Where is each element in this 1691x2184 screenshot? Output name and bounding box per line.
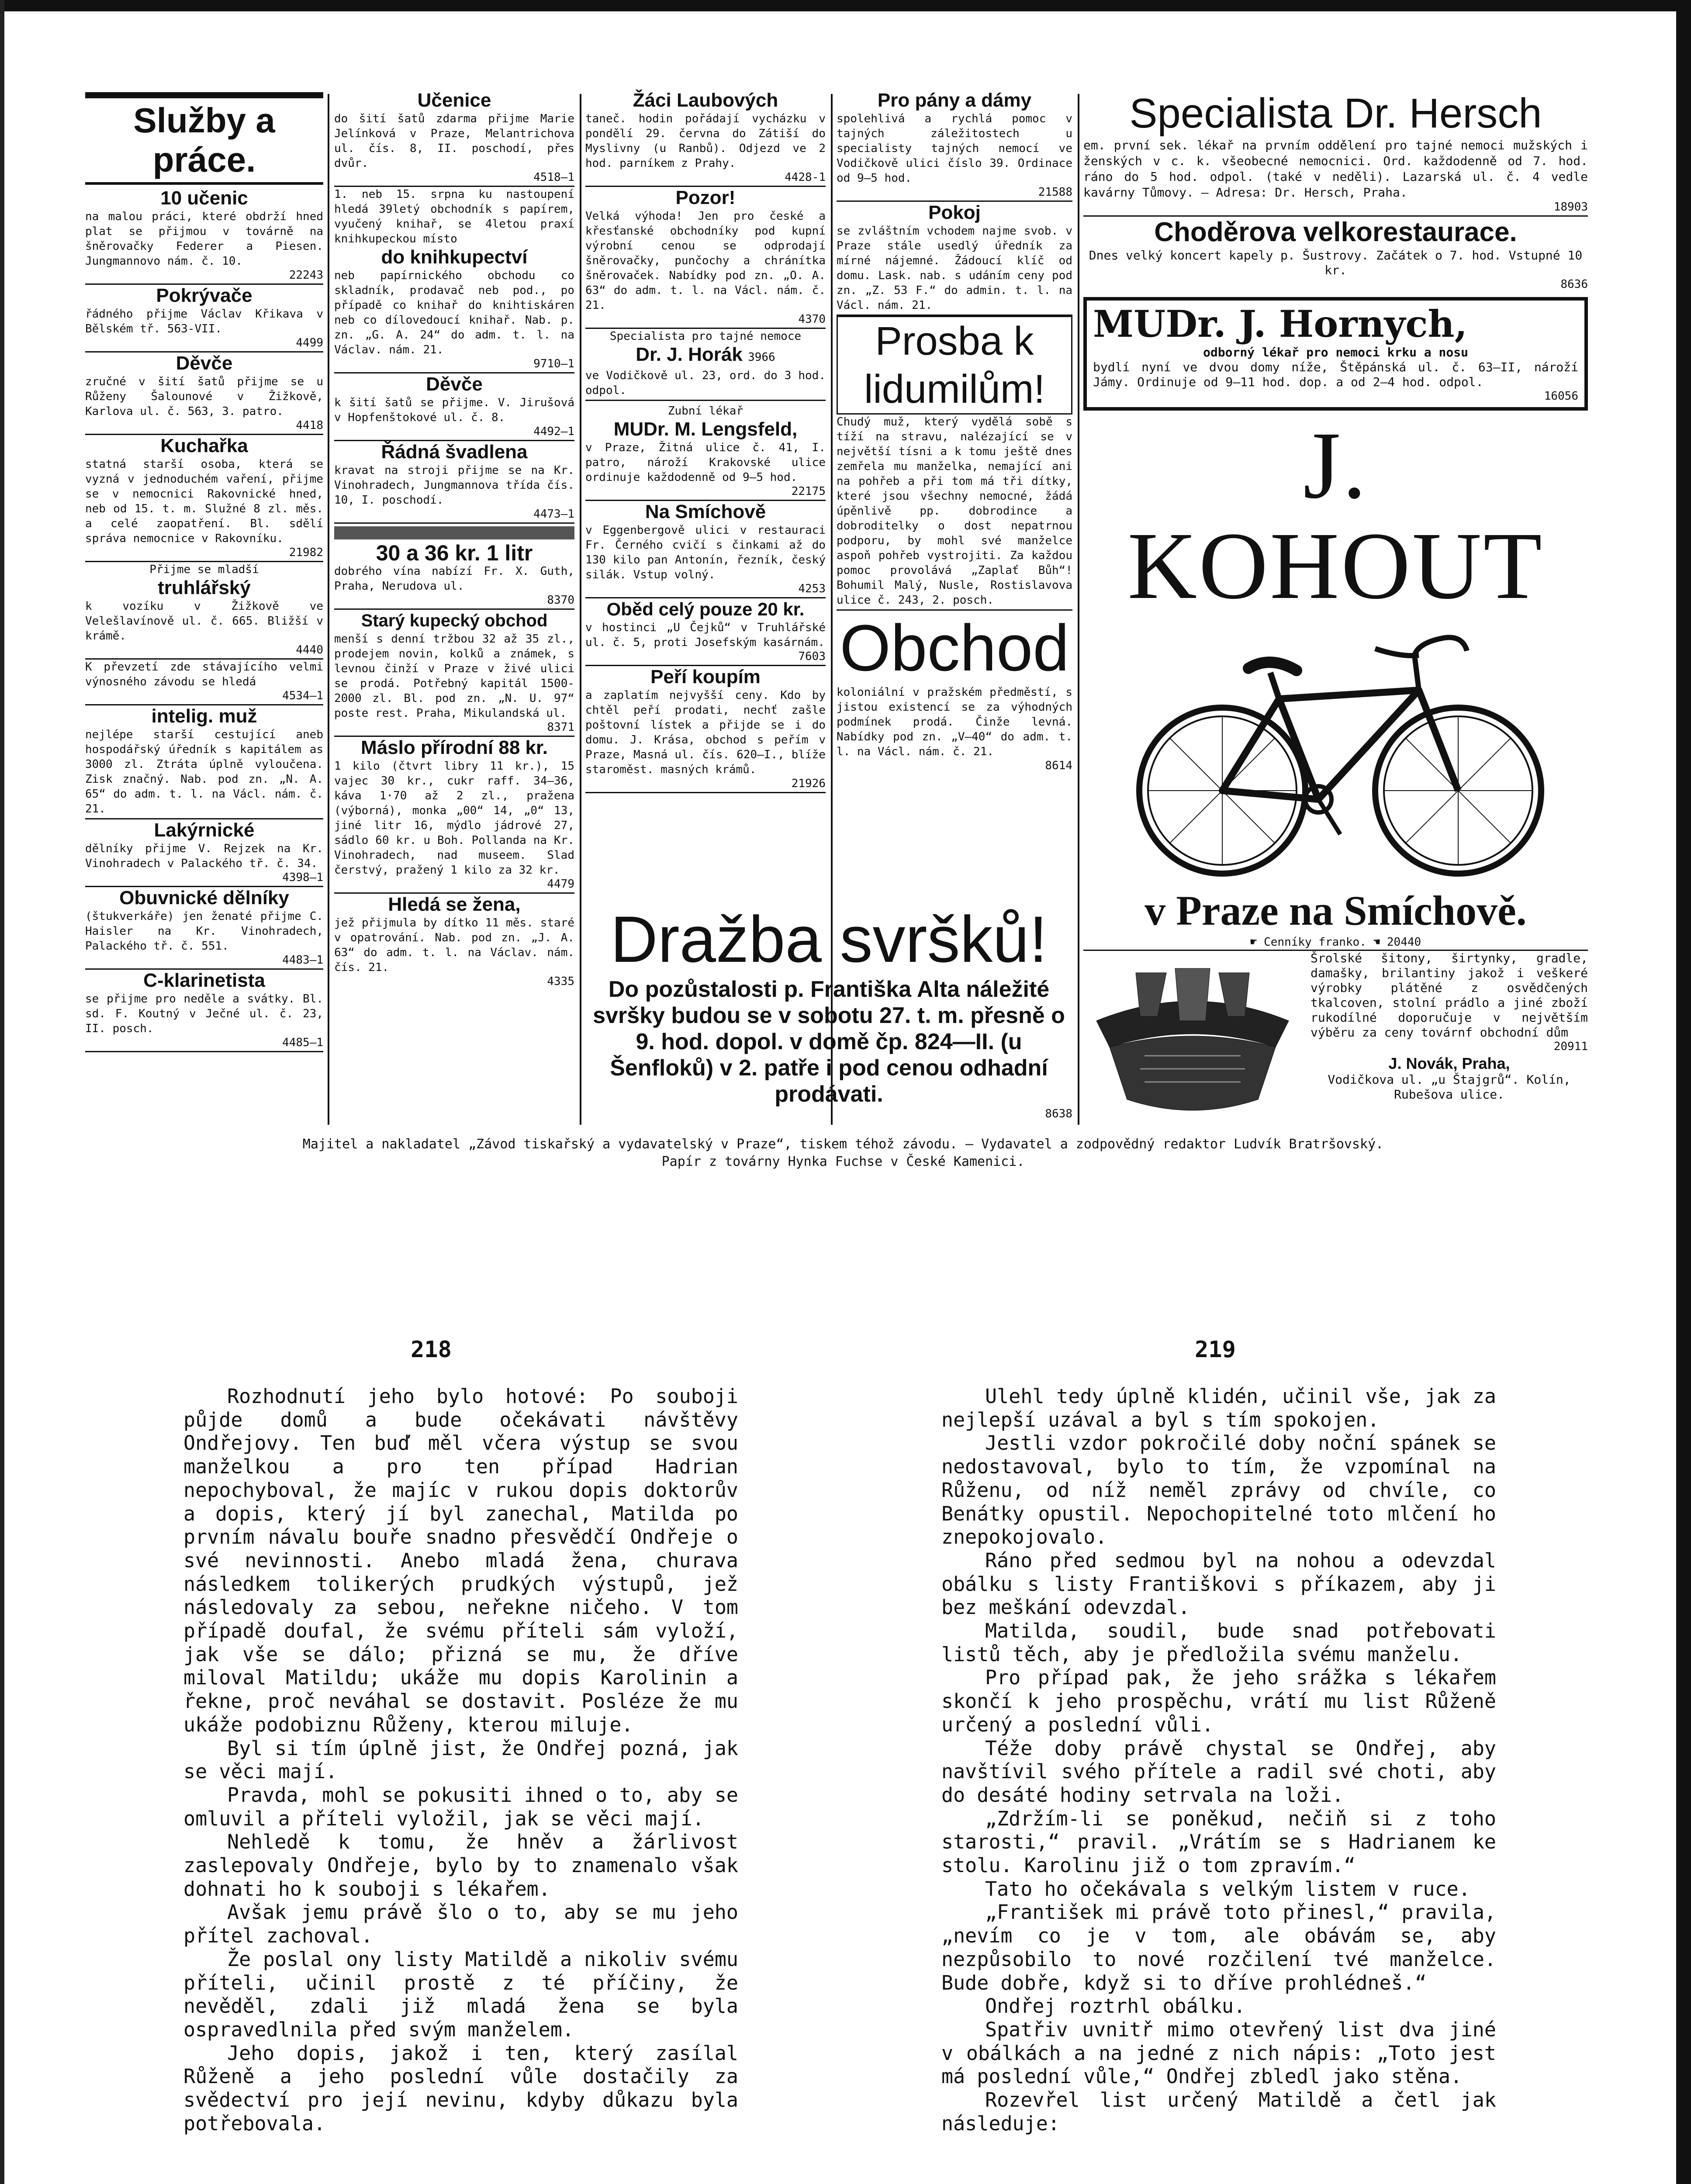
ad-text: kravat na stroji přijme se na Kr. Vinohradech, Jungmannova třída čís. 10, I. poschodí. — [334, 464, 574, 507]
ad-headline: Peří koupím — [650, 666, 761, 688]
classified-ad — [837, 90, 1072, 202]
ad-text: řádného přijme Václav Křikava v Bělském tř. 563-VII. — [85, 308, 323, 335]
classified-ad — [85, 705, 323, 819]
classified-ad — [85, 435, 323, 562]
ad-number: 4398—1 — [85, 871, 323, 887]
classified-ad — [334, 441, 574, 524]
scan-border-left — [0, 0, 4, 2184]
ad-headline: Děvče — [176, 352, 233, 374]
ad-headline: MUDr. J. Hornych, — [1093, 302, 1467, 346]
ad-text: (štukverkáře) jen ženaté přijme C. Haisler na Kr. Vinohradech, Palackého tř. č. 551. — [85, 910, 323, 953]
scan-border-top — [0, 0, 1691, 11]
novak-text-block — [1311, 951, 1588, 1102]
ad-pretext: Přijme se mladší — [149, 563, 259, 576]
ad-number: 22243 — [85, 269, 323, 285]
ad-number: 8614 — [1045, 759, 1072, 772]
ad-subtitle: odborný lékař pro nemoci krku a nosu — [1203, 345, 1468, 359]
ad-headline: Pokoj — [928, 202, 981, 223]
classified-ad — [585, 329, 826, 401]
imprint-line: Majitel a nakladatel „Závod tiskařský a vydavatelský v Praze“, tiskem téhož závodu. — Vydavatel a zodpovědný redaktor Ludvík Bratršovský. — [302, 1137, 1384, 1152]
paragraph: Avšak jemu právě šlo o to, aby se mu jeho přítel zachoval. — [183, 1901, 738, 1948]
ad-headline: Starý kupecký obchod — [361, 611, 548, 630]
ads-column-4 — [837, 90, 1072, 898]
ad-headline: Řádná švadlena — [381, 441, 528, 463]
paragraph: Jeho dopis, jakož i ten, který zasílal Růženě a jeho poslední vůle dostačily za svědectví pro její nevinu, kdyby důkazu byla potřebovala. — [183, 2041, 738, 2135]
classified-ad — [837, 202, 1072, 316]
ad-number: 4518—1 — [334, 171, 574, 187]
paragraph: Spatřiv uvnitř mimo otevřený list dva jiné v obálkách a na jedné z nich nápis: „Toto jest má poslední vůle,“ Ondřej zbledl jako stěna. — [941, 2018, 1496, 2088]
classified-ad — [85, 660, 323, 705]
ads-column-2 — [334, 90, 574, 1129]
ad-text: jež přijmula by dítko 11 měs. staré v opatrování. Nab. pod zn. „J. A. 63“ do adm. t. l. na Václav. nám. čís. 21. — [334, 916, 574, 974]
ad-number: 8371 — [334, 721, 574, 737]
novak-ad — [1083, 951, 1588, 1129]
ad-text: bydlí nyní ve dvou domy níže, Štěpánská ul. č. 63—II, nároží Jámy. Ordinuje od 9—11 hod. dop. a od 2—4 hod. odpol. — [1093, 360, 1578, 389]
ad-headline: Děvče — [426, 373, 483, 395]
ad-text: v Praze, Žitná ulice č. 41, I. patro, nároží Krakovské ulice ordinuje každodenně od 9—5 hod. — [585, 441, 826, 484]
ad-pretext: Specialista pro tajné nemoce — [609, 330, 802, 343]
ad-number: 3966 — [748, 351, 775, 364]
ad-pretext: Zubní lékař — [667, 404, 743, 418]
paragraph: Tato ho očekávala s velkým listem v ruce. — [985, 1877, 1470, 1901]
novel-page-right — [941, 1385, 1496, 2136]
hornych-ad — [1083, 297, 1588, 411]
ad-headline: truhlářský — [158, 577, 251, 598]
ad-text: K převzetí zde stávajícího velmi výnosného závodu se hledá — [85, 660, 323, 688]
price-list-label: Cenníky franko. — [1264, 936, 1366, 949]
classified-ad — [334, 542, 574, 610]
ad-headline: Oběd celý pouze 20 kr. — [606, 599, 805, 619]
rule — [85, 182, 323, 185]
paragraph: Jestli vzdor pokročilé doby noční spánek se nedostavoval, bylo to tím, že vzpomínal na Růženu, od níž neměl zprávy od chvíle, co Benátky opustil. Nepochopitelné toto mlčení ho znepokojovalo. — [941, 1431, 1496, 1549]
ad-headline: do knihkupectví — [381, 246, 528, 268]
ad-number: 21588 — [837, 186, 1072, 202]
ad-number: 4499 — [85, 336, 323, 352]
ad-headline: Žáci Laubových — [633, 90, 778, 111]
ad-headline: Lakýrnické — [154, 819, 255, 841]
ad-headline — [585, 344, 826, 368]
ad-headline: J. Novák, Praha, — [1388, 1054, 1510, 1072]
ad-text: do šití šatů zdarma přijme Marie Jelínková v Praze, Melantrichova ul. čís. 8, II. poschodí, přes dvůr. — [334, 112, 574, 170]
ad-number: 4534—1 — [85, 689, 323, 705]
ad-text: Dnes velký koncert kapely p. Šustrovy. Začátek o 7. hod. Vstupné 10 kr. — [1089, 248, 1583, 277]
linen-illustration — [1083, 955, 1302, 1129]
ad-number: 4253 — [585, 582, 826, 598]
ad-text: spolehlivá a rychlá pomoc v tajných záležitostech u specialisty tajných nemocí ve Vodičkově ulici číslo 39. Ordinace od 9—5 hod. — [837, 112, 1072, 185]
ad-number: 20440 — [1387, 936, 1421, 949]
ad-headline: C-klarinetista — [143, 970, 265, 991]
ad-number: 4440 — [85, 643, 323, 660]
bicycle-illustration — [1113, 616, 1559, 887]
ad-text: Šrolské šitony, širtynky, gradle, damašky, brilantiny jakož i veškeré výrobky plátěné z osvědčených tkalcoven, stolní prádlo a jiné zboží rukodílné doporučuje v největším výběru za ceny továrnf obchodní dům — [1311, 951, 1588, 1040]
classified-ad — [334, 90, 574, 187]
ad-headline: Pro pány a dámy — [877, 90, 1032, 111]
ad-text: se zvláštním vchodem najme svob. v Praze stále usedlý úředník za mírné nájemné. Žádoucí klíč od domu. Lask. nab. s udáním ceny pod zn. „Z. 53 F.“ do admin. t. l. na Václ. nám. 21. — [837, 224, 1072, 316]
paragraph: Nehledě k tomu, že hněv a žárlivost zaslepovaly Ondřeje, bylo by to znamenalo však dohnati ho k souboji s lékařem. — [183, 1830, 738, 1901]
ad-headline: Obchod — [840, 611, 1069, 684]
ad-number: 4335 — [547, 975, 574, 988]
ad-text: zručné v šití šatů přijme se u Růženy Šalounové v Žižkově, Karlova ul. č. 563, 3. patro. — [85, 375, 323, 418]
ad-number: 4479 — [334, 878, 574, 894]
imprint-line: Papír z továrny Hynka Fuchse v České Kamenici. — [661, 1154, 1025, 1169]
auction-ad — [585, 902, 1072, 1129]
classified-ad — [334, 373, 574, 441]
ad-number: 22175 — [585, 485, 826, 501]
ad-headline: Choděrova velkorestaurace. — [1154, 217, 1517, 247]
paragraph: „František mi právě toto přinesl,“ pravila, „nevím co je v tom, ale obávám se, aby nezpůsobilo to nové rozčilení tvé manželce. Bude dobře, když si to dříve prohlédneš.“ — [941, 1901, 1496, 1994]
ad-number: 7603 — [585, 650, 826, 666]
classified-ad — [585, 187, 826, 329]
ad-number: 18903 — [1083, 200, 1588, 217]
ad-text: v Eggenbergově ulici v restauraci Fr. Černého cvičí s činkami až do 130 kilo pan Antonín, řezník, český silák. Vstup volný. — [585, 524, 826, 581]
ad-text: se přijme pro neděle a svátky. Bl. sd. F. Koutný v Ječné ul. č. 23, II. posch. — [85, 992, 323, 1035]
imprint — [166, 1136, 1520, 1171]
ad-text: menší s denní tržbou 32 až 35 zl., prodejem novin, kolků a známek, s levnou činží v Praze v živé ulici se prodá. Potřebný kapitál 1500-2000 zl. Bl. pod zn. „N. U. 97“ poste rest. Praha, Mikulandská ul. — [334, 632, 574, 720]
ad-text: v hostinci „U Čejků“ v Truhlářské ul. č. 5, proti Josefským kasárnám. — [585, 621, 826, 649]
column-rule — [1078, 94, 1079, 1125]
scan-border-right — [1676, 0, 1691, 2184]
paragraph: Ondřej roztrhl obálku. — [985, 1994, 1246, 2018]
classified-ad — [837, 316, 1072, 611]
ad-number: 21982 — [85, 546, 323, 562]
ad-text: neb papírnického obchodu co skladník, prodavač neb pod., po případě co knihař do knihtiskáren neb co dílovedoucí knihař. Nab. p. zn. „G. A. 24“ do adm. t. l. na Václav. nám. 21. — [334, 269, 574, 356]
paragraph: Ulehl tedy úplně klidén, učinil vše, jak za nejlepší uzával a byl s tím spokojen. — [941, 1385, 1496, 1431]
classified-ad — [334, 610, 574, 737]
ad-headline-text: Dr. J. Horák — [636, 344, 743, 365]
classified-ad — [585, 598, 826, 666]
classified-ad — [85, 285, 323, 352]
classified-ad — [334, 737, 574, 894]
classified-ad — [85, 352, 323, 435]
ad-text: nejlépe starší cestující aneb hospodářský úředník s kapitálem as 3000 zl. Ztráta úplně vyloučena. Zisk značný. Nab. pod zn. „N. A. 65“ do adm. t. l. na Václ. nám. č. 21. — [85, 727, 323, 819]
restaurant-ad — [1083, 217, 1588, 293]
ads-column-1 — [85, 90, 323, 1129]
ad-headline: MUDr. M. Lengsfeld, — [613, 418, 798, 440]
ad-text: na malou práci, které obdrží hned plat se přijmou v továrně na šněrovačky Federer a Piesen. Jungmannovo nám. č. 10. — [85, 210, 323, 268]
novel-page-left — [183, 1385, 738, 2136]
ad-headline: Pokrývače — [156, 285, 252, 306]
auction-title: Dražba svršků! — [610, 902, 1048, 976]
price-list-line — [1083, 935, 1588, 951]
hand-pointer-icon: ☚ — [1366, 936, 1387, 949]
ad-headline: 30 a 36 kr. 1 litr — [376, 541, 533, 565]
classified-ad — [334, 187, 574, 373]
classified-ads-section — [85, 90, 1588, 1129]
ad-number: 4418 — [85, 419, 323, 435]
ad-headline: J. KOHOUT — [1127, 412, 1544, 619]
ad-text: koloniální v pražském předměstí, s jistou existencí se za výhodných podmínek prodá. Činže levná. Nabídky pod zn. „V—40“ do adm. t. l. na Václ. nám. č. 21. — [837, 686, 1072, 758]
ad-headline: Obuvnické dělníky — [119, 887, 289, 909]
ad-text: dobrého vína nabízí Fr. X. Guth, Praha, Nerudova ul. — [334, 565, 574, 593]
ad-text: Velká výhoda! Jen pro české a křesťanské obchodníky pod kupní výrobní cenou se odprodají šněrovačky, punčochy a chránítka šněrovaček. Nabídky pod zn. „O. A. 63“ do adm. t. l. na Václ. nám. č. 21. — [585, 210, 826, 312]
paragraph: Téže doby právě chystal se Ondřej, aby navštívil svého přítele a radil své choti, aby do desáté hodiny setrvala na loži. — [941, 1736, 1496, 1807]
ad-number: 16056 — [1544, 390, 1578, 403]
classified-ad — [85, 887, 323, 970]
ad-text: taneč. hodin pořádají vycházku v pondělí 29. června do Zátiší do Myslivny (u Ranbů). Odjezd ve 2 hod. parníkem z Prahy. — [585, 112, 826, 170]
ad-headline: 10 učenic — [160, 187, 248, 209]
ad-headline: Pozor! — [675, 187, 736, 208]
paragraph: Že poslal ony listy Matildě a nikoliv svému příteli, učinil prostě z té příčiny, že nevěděl, zdali již mladá žena se byla ospravedlnila před svým manželem. — [183, 1947, 738, 2041]
ad-text: statná starší osoba, která se vyzná v jednoduchém vaření, přijme se v nemocnici Rakovnické hned, neb od 15. t. m. Služné 8 zl. měs. a celé zaopatření. Bl. sdělí správa nemocnice v Rakovníku. — [85, 458, 323, 545]
ad-text: ve Vodičkově ul. 23, ord. do 3 hod. odpol. — [585, 368, 826, 401]
paragraph: „Zdržím-li se poněkud, nečiň si z toho starosti,“ pravil. „Vrátím se s Hadrianem ke stolu. Karolinu již o tom zpravím.“ — [941, 1807, 1496, 1877]
ad-text: a zaplatím nejvyšší ceny. Kdo by chtěl peří prodati, nechť zašle poštovní lístek a přijde se i do domu. J. Krása, obchod s peřím v Praze, Masná ul. čís. 620—I., blíže staroměst. masných krámů. — [585, 689, 826, 776]
classified-ad — [85, 970, 323, 1052]
paragraph: Rozhodnutí jeho bylo hotové: Po souboji půjde domů a bude očekávati návštěvy Ondřejovy. Ten buď měl včera výstup se svou manželkou a pro ten případ Hadrian nepochyboval, že majíc v rukou dopis doktorův a dopis, který jí byl zanechal, Matilda po prvním návalu bouře snadno přesvědčí Ondřeje o své nevinnosti. Anebo mladá žena, churava následkem tolikerých prudkých výstupů, jež následovaly za sebou, neřekne ničeho. V tom případě doufal, že svému příteli sám vyloží, jak vše se dálo; přizná se mu, že dříve miloval Matildu; ukáže mu dopis Karolinin a řekne, proč neváhal se dostavit. Posléze že mu ukáže podobiznu Růženy, kterou miluje. — [183, 1385, 738, 1736]
ad-number: 4485—1 — [85, 1036, 323, 1052]
ad-number: 4370 — [585, 313, 826, 329]
ad-headline: Máslo přírodní 88 kr. — [361, 737, 548, 758]
ad-headline: Na Smíchově — [645, 501, 766, 522]
ad-text: 1. neb 15. srpna ku nastoupení hledá 39letý obchodník s papírem, vyučený knihař, se 4letou praxí knihkupeckou místo — [334, 188, 574, 245]
paragraph: Pravda, mohl se pokusiti ihned o to, aby se omluvil a příteli vyložil, jak se věci mají. — [183, 1783, 738, 1830]
ad-number: 20911 — [1553, 1040, 1588, 1053]
ad-headline: Kuchařka — [160, 435, 248, 456]
auction-text: Do pozůstalosti p. Františka Alta náležité svršky budou se v sobotu 27. t. m. přesně o 9. hod. dopol. v domě čp. 824—II. (u Šenfloků) v 2. patře i pod cenou odhadní prodávati. — [593, 977, 1065, 1107]
ad-number: 4483—1 — [85, 954, 323, 970]
ad-text: dělníky přijme V. Rejzek na Kr. Vinohradech v Palackého tř. č. 34. — [85, 842, 323, 870]
kohout-ad — [1083, 412, 1588, 951]
paragraph: Rozevřel list určený Matildě a četl jak následuje: — [941, 2088, 1496, 2135]
classified-ad — [585, 90, 826, 187]
ad-number: 4473—1 — [334, 508, 574, 524]
ad-headline: Specialista Dr. Hersch — [1129, 90, 1542, 137]
black-rule — [85, 92, 323, 98]
column-rule — [580, 94, 581, 1125]
ad-text: Chudý muž, který vydělá sobě s tíží na stravu, nalézající se v největší tísni a k tomu ještě dnes zemřela mu manželka, nemající ani na pohřeb a při tom má tři dítky, které jsou všechny nemocné, žádá úpěnlivě pp. dobrodince a dobroditelky o dost nepatrnou podporu, by mohl své manželce aspoň pohřeb vystrojiti. Za každou pomoc provolává „Zaplať Bůh“! Bohumil Malý, Nusle, Rostislavova ulice č. 243, 2. posch. — [837, 415, 1072, 611]
classified-ad — [585, 501, 826, 598]
page-number-right: 219 — [1195, 1337, 1236, 1363]
ad-number: 4492—1 — [334, 425, 574, 441]
classified-ad — [837, 611, 1072, 774]
ad-location: v Praze na Smíchově. — [1145, 887, 1527, 934]
ads-column-5 — [1083, 90, 1588, 1129]
classified-ad — [85, 562, 323, 660]
paragraph: Pro případ pak, že jeho srážka s lékařem skončí k jeho prospěchu, vrátí mu list Růženě určený a poslední vůli. — [941, 1666, 1496, 1736]
ads-column-3 — [585, 90, 826, 898]
classified-ad — [585, 404, 826, 501]
ad-address: Vodičkova ul. „u Štajgrů“. Kolín, Rubešova ulice. — [1328, 1072, 1571, 1102]
ad-headline: intelig. muž — [151, 705, 257, 727]
hersch-ad — [1083, 90, 1588, 217]
ad-text: 1 kilo (čtvrt libry 11 kr.), 15 vajec 30 kr., cukr raff. 34—36, káva 1·70 až 2 zl., pražena (výborná), monka „00“ 14, „0“ 13, jiné litr 16, mýdlo jádrové 27, sádlo 60 kr. u Boh. Pollanda na Kr. Vinohradech, nad museem. Slad čerstvý, pražený 1 kilo za 32 kr. — [334, 760, 574, 877]
grey-rule — [334, 526, 574, 539]
ad-text: em. první sek. lékař na prvním oddělení pro tajné nemoci mužských i ženských v c. k. všeobecné nemocnici. Ord. každodenně od 7. hod. ráno do 5 hod. odpol. (také v neděli). Lazarská ul. č. 4 vedle kavárny Tůmovy. — Adresa: Dr. Hersch, Praha. — [1083, 138, 1588, 200]
ad-text: k šití šatů se přijme. V. Jirušová v Hopfenštokové ul. č. 8. — [334, 396, 574, 424]
section-title: Služby a práce. — [133, 101, 275, 179]
classified-ad — [334, 894, 574, 990]
ad-headline: Hledá se žena, — [388, 894, 521, 915]
paragraph: Byl si tím úplně jist, že Ondřej pozná, jak se věci mají. — [183, 1736, 738, 1783]
ad-number: 21926 — [585, 777, 826, 793]
ad-number: 8370 — [334, 594, 574, 610]
classified-ad — [585, 666, 826, 793]
ad-number: 4428-1 — [585, 171, 826, 187]
ad-headline: Učenice — [417, 90, 491, 111]
ad-headline: Prosba k lidumilům! — [837, 316, 1072, 415]
page-number-left: 218 — [411, 1337, 452, 1363]
paragraph: Matilda, soudil, bude snad potřebovati listů těch, aby je předložila svému manželu. — [941, 1619, 1496, 1666]
classified-ad — [85, 187, 323, 285]
column-rule — [328, 94, 329, 1125]
ad-number: 8636 — [1560, 278, 1588, 291]
paragraph: Ráno před sedmou byl na nohou a odevzdal obálku s listy Františkovi s příkazem, aby ji bez meškání odevzdal. — [941, 1548, 1496, 1619]
ad-number: 8638 — [1045, 1107, 1072, 1120]
ad-text: k vozíku v Žižkově ve Velešlavínově ul. č. 665. Bližší v krámě. — [85, 600, 323, 643]
classified-ad — [85, 819, 323, 887]
hand-pointer-icon: ☛ — [1250, 936, 1264, 949]
ad-number: 9710—1 — [334, 357, 574, 373]
